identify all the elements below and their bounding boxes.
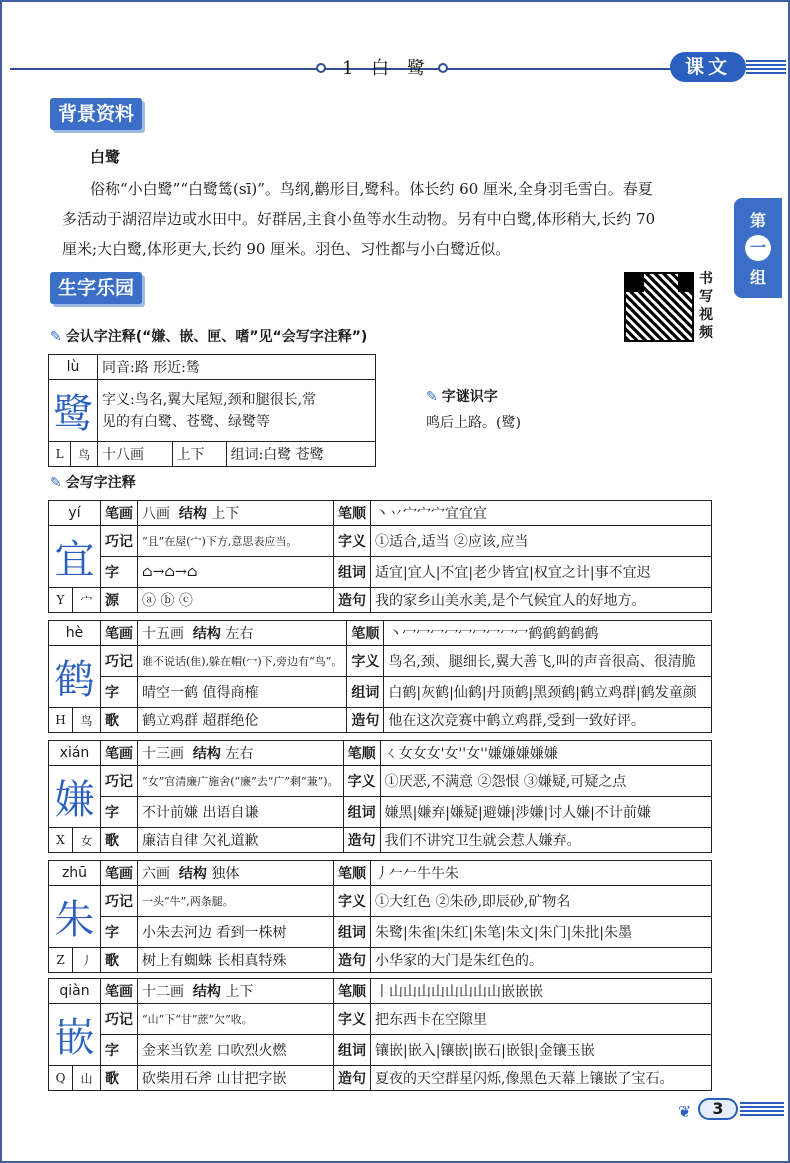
strokes-and-structure: 十五画 结构 左右 (138, 621, 347, 646)
order-label: 笔顺 (334, 501, 371, 526)
memory-tip: “女”官清廉广施舍(“廉”去“广”剩“兼”)。 (138, 766, 344, 797)
section-badge: 课文 (670, 52, 746, 82)
strokes-label: 笔画 (101, 501, 138, 526)
order-label: 笔顺 (334, 979, 371, 1004)
background-p1: 俗称“小白鹭”“白鹭鸶(sī)”。鸟纲,鹳形目,鹭科。体长约 60 厘米,全身羽毛雪白。春夏 (90, 180, 653, 198)
char-meaning: 把东西卡在空隙里 (371, 1004, 712, 1035)
char-sentence: 我的家乡山美水美,是个气候宜人的好地方。 (371, 588, 712, 613)
char-words: 朱鹭|朱雀|朱红|朱笔|朱文|朱门|朱批|朱墨 (371, 917, 712, 948)
rhyme-line-2: 砍柴用石斧 山甘把字嵌 (138, 1066, 334, 1091)
strokes-label: 笔画 (101, 861, 138, 886)
meaning-label: 字义 (347, 646, 384, 677)
recognize-structure: 上下 (172, 442, 226, 467)
char-radical: 宀 (73, 588, 101, 613)
char-radical: 鸟 (73, 708, 101, 733)
tip-label: 巧记 (101, 766, 138, 797)
tip-label: 巧记 (101, 1004, 138, 1035)
sentence-label: 造句 (334, 588, 371, 613)
background-p2: 多活动于湖沼岸边或水田中。好群居,主食小鱼等水生动物。另有中白鹭,体形稍大,长约 70 (62, 210, 656, 228)
sentence-label: 造句 (334, 1066, 371, 1091)
recognize-radical: 鸟 (71, 442, 98, 467)
char-radical: 丿 (73, 948, 101, 973)
rhyme-label-1: 字 (101, 557, 138, 588)
words-label: 组词 (334, 1035, 371, 1066)
rhyme-label-2: 歌 (101, 948, 138, 973)
rhyme-label-1: 字 (101, 677, 138, 708)
page-number-stripes (740, 1102, 784, 1116)
char-sentence: 他在这次竞赛中鹤立鸡群,受到一致好评。 (384, 708, 712, 733)
char-meaning: ①适合,适当 ②应该,应当 (371, 526, 712, 557)
char-meaning: 鸟名,颈、腿细长,翼大善飞,叫的声音很高、很清脆 (384, 646, 712, 677)
rhyme-label-2: 歌 (101, 708, 138, 733)
tip-label: 巧记 (101, 886, 138, 917)
recognize-strokes: 十八画 (98, 442, 173, 467)
write-heading: ✎ 会写字注释 (50, 475, 136, 491)
rhyme-label-2: 源 (101, 588, 138, 613)
qr-caption-1: 书 (699, 271, 713, 287)
char-pinyin: hè (49, 621, 101, 646)
background-subtitle: 白鹭 (90, 148, 121, 166)
rhyme-line-2: 树上有蜘蛛 长相真特殊 (138, 948, 334, 973)
meaning-label: 字义 (343, 766, 380, 797)
recognize-letter: L (49, 442, 71, 467)
recognize-row1: 同音:路 形近:鸶 (98, 355, 376, 380)
strokes-and-structure: 八画 结构 上下 (138, 501, 334, 526)
char-pinyin: yí (49, 501, 101, 526)
char-meaning: ①大红色 ②朱砂,即辰砂,矿物名 (371, 886, 712, 917)
recognize-heading: ✎ 会认字注释(“嫌、嵌、匣、嗜”见“会写字注释”) (50, 329, 368, 345)
riddle-heading: ✎ 字谜识字 (426, 389, 498, 405)
unit-tab (734, 198, 782, 298)
qr-caption-3: 视 (699, 307, 713, 323)
write-char-table (48, 620, 712, 733)
strokes-label: 笔画 (101, 979, 138, 1004)
background-p3: 厘米;大白鹭,体形更大,长约 90 厘米。羽色、习性都与小白鹭近似。 (62, 240, 511, 258)
header-dot-left (316, 63, 326, 73)
unit-tab-number: 一 (745, 235, 771, 261)
words-label: 组词 (343, 797, 380, 828)
tip-label: 巧记 (101, 646, 138, 677)
meaning-label: 字义 (334, 526, 371, 557)
pencil-icon: ✎ (50, 329, 62, 345)
meaning-label: 字义 (334, 886, 371, 917)
char-glyph: 宜 (49, 526, 101, 588)
order-label: 笔顺 (347, 621, 384, 646)
unit-tab-top: 第 (749, 211, 766, 230)
char-radical: 女 (73, 828, 101, 853)
char-letter: Z (49, 948, 73, 973)
char-pinyin: zhū (49, 861, 101, 886)
rhyme-line-1: ⌂→⌂→⌂ (138, 557, 334, 588)
pencil-icon: ✎ (50, 475, 62, 491)
char-sentence: 夏夜的天空群星闪烁,像黑色天幕上镶嵌了宝石。 (371, 1066, 712, 1091)
recognize-table (48, 354, 376, 467)
sentence-label: 造句 (343, 828, 380, 853)
rhyme-label-1: 字 (101, 917, 138, 948)
rhyme-label-2: 歌 (101, 828, 138, 853)
char-glyph: 朱 (49, 886, 101, 948)
memory-tip: 一头“牛”,两条腿。 (138, 886, 334, 917)
words-label: 组词 (334, 917, 371, 948)
rhyme-line-1: 晴空一鹤 值得商榷 (138, 677, 347, 708)
leaf-icon: ❦ (678, 1102, 692, 1121)
page-number: 3 (698, 1098, 738, 1120)
memory-tip: “且”在屋(宀)下方,意思表应当。 (138, 526, 334, 557)
recognize-char: 鹭 (49, 380, 98, 442)
write-char-table (48, 740, 712, 853)
char-letter: Y (49, 588, 73, 613)
rhyme-line-2: ⓐ ⓑ ⓒ (138, 588, 334, 613)
header-dot-right (438, 63, 448, 73)
write-char-table (48, 860, 712, 973)
char-letter: H (49, 708, 73, 733)
char-pinyin: xián (49, 741, 101, 766)
strokes-label: 笔画 (101, 621, 138, 646)
sentence-label: 造句 (334, 948, 371, 973)
char-glyph: 嵌 (49, 1004, 101, 1066)
stroke-order: 丨山山山山山山山山嵌嵌嵌 (371, 979, 712, 1004)
char-words: 嫌黑|嫌弃|嫌疑|避嫌|涉嫌|讨人嫌|不计前嫌 (380, 797, 711, 828)
recognize-pinyin: lù (49, 355, 98, 380)
words-label: 组词 (347, 677, 384, 708)
write-char-table (48, 978, 712, 1091)
write-char-table (48, 500, 712, 613)
char-sentence: 小华家的大门是朱红色的。 (371, 948, 712, 973)
char-words: 镶嵌|嵌入|镶嵌|嵌石|嵌银|金镶玉嵌 (371, 1035, 712, 1066)
strokes-and-structure: 十三画 结构 左右 (138, 741, 344, 766)
char-letter: X (49, 828, 73, 853)
rhyme-line-1: 不计前嫌 出语自谦 (138, 797, 344, 828)
meaning-label: 字义 (334, 1004, 371, 1035)
order-label: 笔顺 (334, 861, 371, 886)
qr-caption-4: 频 (699, 325, 713, 341)
stroke-order: 丶丷宀宀宀宜宜宜 (371, 501, 712, 526)
stroke-order: ㄑ女女女'女''女''嫌嫌嫌嫌嫌 (380, 741, 711, 766)
char-glyph: 嫌 (49, 766, 101, 828)
recognize-words: 组词:白鹭 苍鹭 (226, 442, 375, 467)
char-pinyin: qiàn (49, 979, 101, 1004)
stroke-order: 丶冖冖冖冖冖冖冖冖冖鹤鹤鹤鹤鹤 (384, 621, 712, 646)
rhyme-line-2: 鹤立鸡群 超群绝伦 (138, 708, 347, 733)
memory-tip: 谁不说话(隹),躲在帽(冖)下,旁边有“鸟”。 (138, 646, 347, 677)
strokes-and-structure: 六画 结构 独体 (138, 861, 334, 886)
char-radical: 山 (73, 1066, 101, 1091)
char-words: 白鹤|灰鹤|仙鹤|丹顶鹤|黑颈鹤|鹤立鸡群|鹤发童颜 (384, 677, 712, 708)
pencil-icon: ✎ (426, 389, 438, 405)
new-words-label: 生字乐园 (50, 272, 142, 304)
qr-code[interactable] (624, 272, 694, 342)
char-glyph: 鹤 (49, 646, 101, 708)
tip-label: 巧记 (101, 526, 138, 557)
char-meaning: ①厌恶,不满意 ②怨恨 ③嫌疑,可疑之点 (380, 766, 711, 797)
recognize-meaning: 字义:鸟名,翼大尾短,颈和腿很长,常 见的有白鹭、苍鹭、绿鹭等 (98, 380, 376, 442)
order-label: 笔顺 (343, 741, 380, 766)
sentence-label: 造句 (347, 708, 384, 733)
rhyme-line-1: 金来当钦差 口吹烈火燃 (138, 1035, 334, 1066)
memory-tip: “山”下“甘”蔗“欠”收。 (138, 1004, 334, 1035)
words-label: 组词 (334, 557, 371, 588)
rhyme-line-1: 小朱去河边 看到一株树 (138, 917, 334, 948)
stroke-order: 丿𠂉𠂉牛牛朱 (371, 861, 712, 886)
lesson-title: 1 白 鹭 (342, 58, 431, 79)
qr-caption (696, 270, 716, 342)
header-stripes (746, 60, 786, 74)
rhyme-label-2: 歌 (101, 1066, 138, 1091)
rhyme-label-1: 字 (101, 797, 138, 828)
background-label: 背景资料 (50, 98, 142, 130)
unit-tab-bottom: 组 (749, 268, 766, 287)
char-words: 适宜|宜人|不宜|老少皆宜|权宜之计|事不宜迟 (371, 557, 712, 588)
header-rule (10, 68, 672, 70)
rhyme-label-1: 字 (101, 1035, 138, 1066)
rhyme-line-2: 廉洁自律 欠礼道歉 (138, 828, 344, 853)
char-sentence: 我们不讲究卫生就会惹人嫌弃。 (380, 828, 711, 853)
strokes-label: 笔画 (101, 741, 138, 766)
strokes-and-structure: 十二画 结构 上下 (138, 979, 334, 1004)
char-letter: Q (49, 1066, 73, 1091)
qr-caption-2: 写 (699, 289, 713, 305)
riddle-text: 鸣后上路。(鹭) (426, 415, 521, 431)
